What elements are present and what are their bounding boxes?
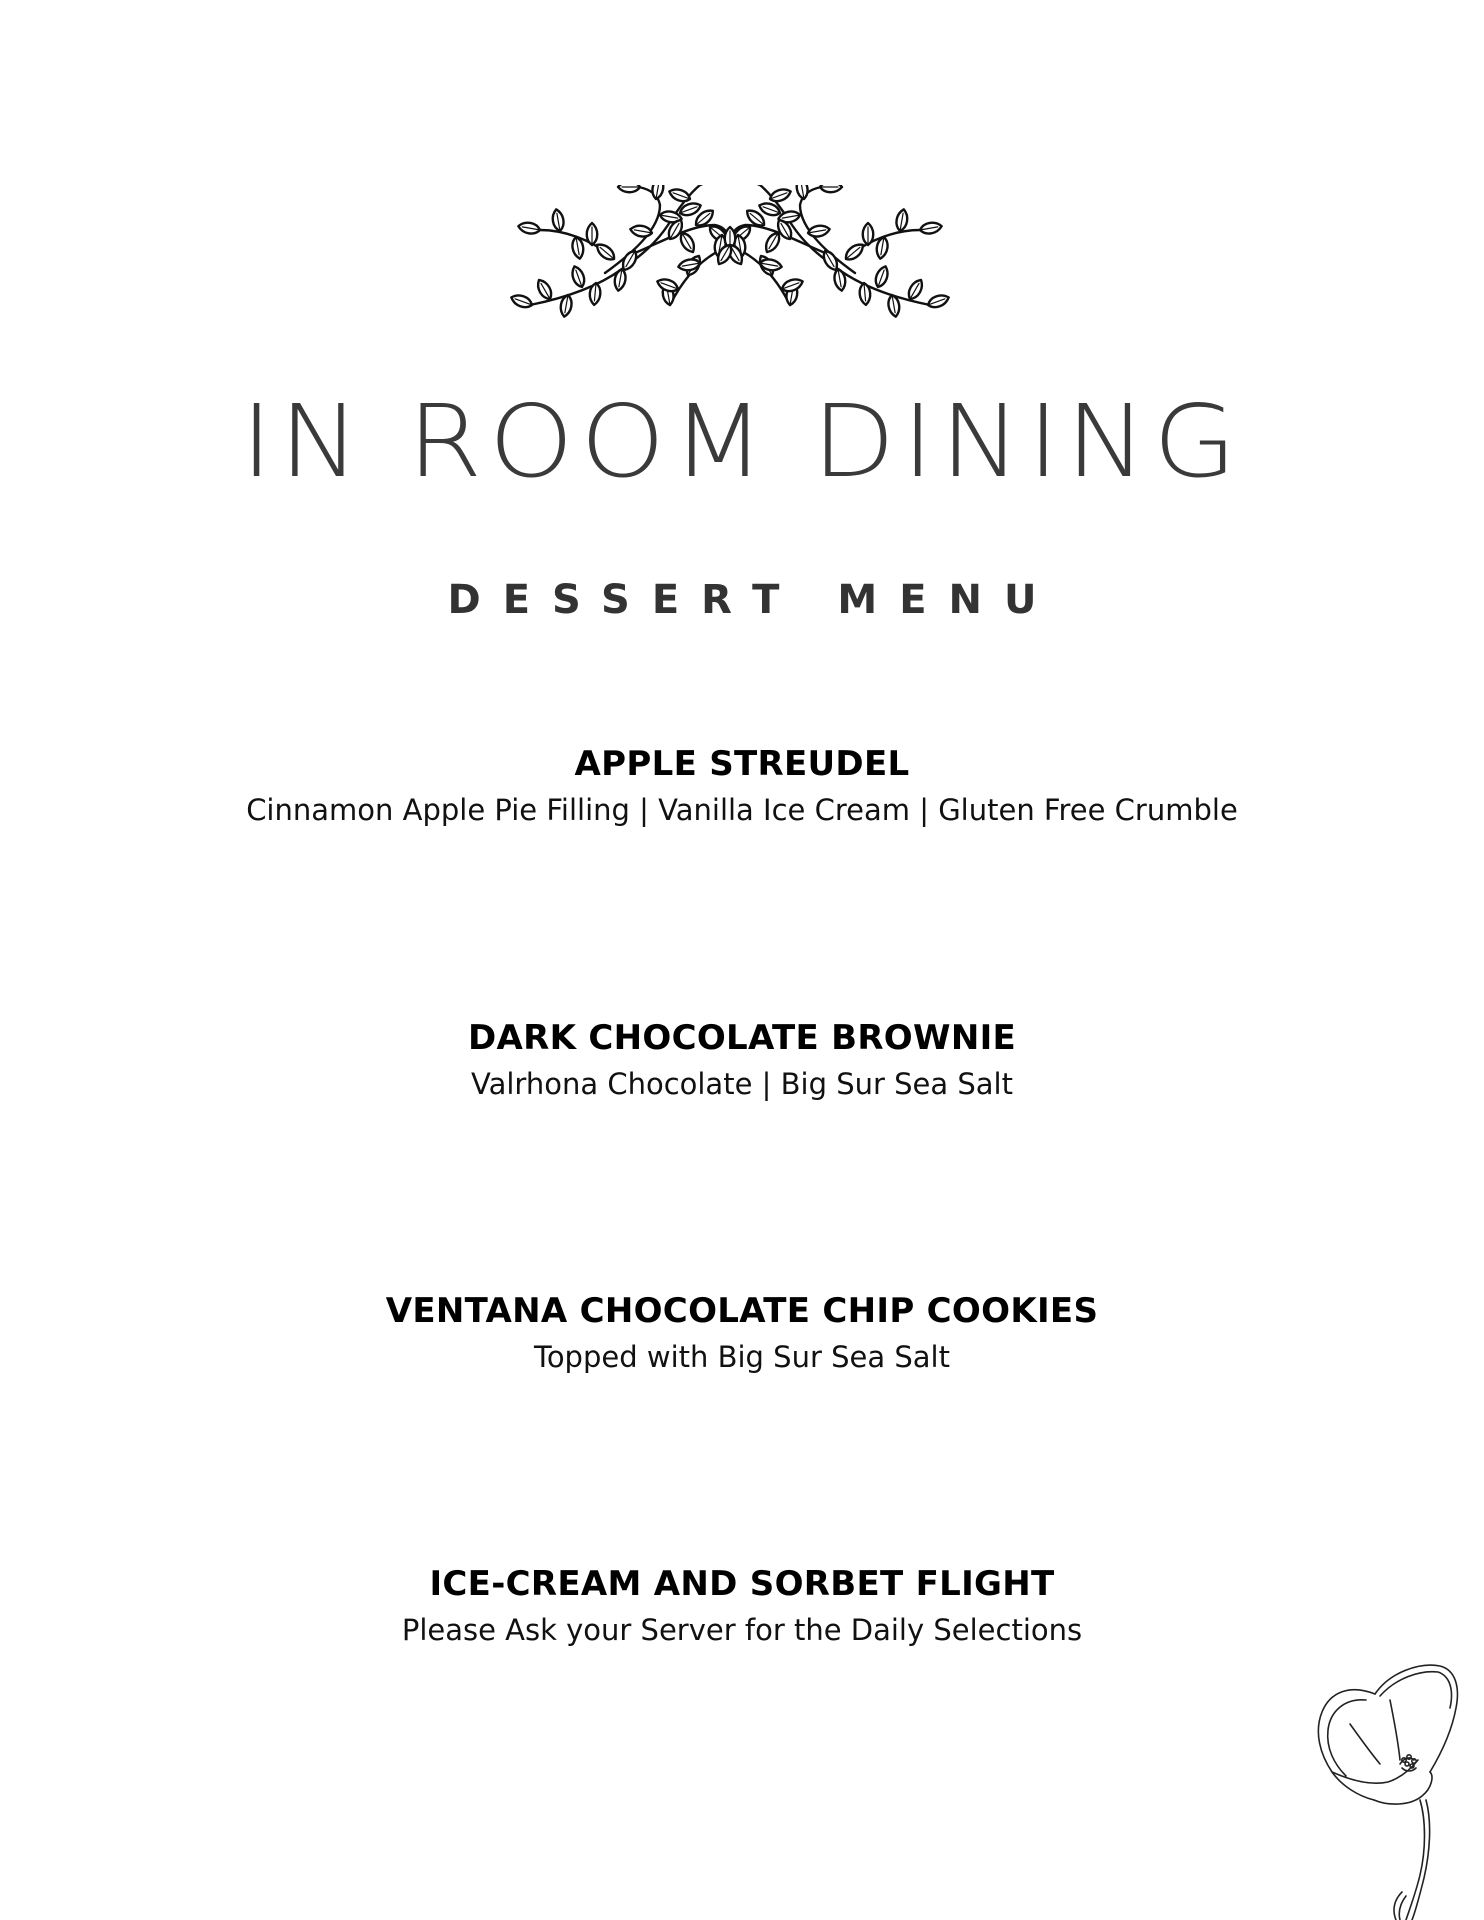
menu-item-name: APPLE STREUDEL: [574, 744, 910, 784]
menu-item-description: Valrhona Chocolate | Big Sur Sea Salt: [471, 1067, 1013, 1101]
menu-item: [0, 1014, 1484, 1106]
leaf-vine-ornament-icon: [510, 185, 950, 330]
page-title: IN ROOM DINING: [240, 383, 1244, 500]
menu-item: [0, 1287, 1484, 1379]
menu-item-name: DARK CHOCOLATE BROWNIE: [467, 1018, 1017, 1058]
menu-item: [0, 740, 1484, 832]
menu-item: [0, 1560, 1484, 1652]
poppy-flower-icon: [1270, 1660, 1484, 1920]
menu-item-description: Cinnamon Apple Pie Filling | Vanilla Ice Cream | Gluten Free Crumble: [246, 793, 1238, 827]
menu-item-name: VENTANA CHOCOLATE CHIP COOKIES: [385, 1291, 1099, 1331]
menu-item-description: Please Ask your Server for the Daily Selections: [401, 1613, 1083, 1647]
menu-item-description: Topped with Big Sur Sea Salt: [534, 1340, 950, 1374]
menu-subtitle: DESSERT MENU: [447, 577, 1059, 623]
menu-item-name: ICE-CREAM AND SORBET FLIGHT: [429, 1564, 1055, 1604]
